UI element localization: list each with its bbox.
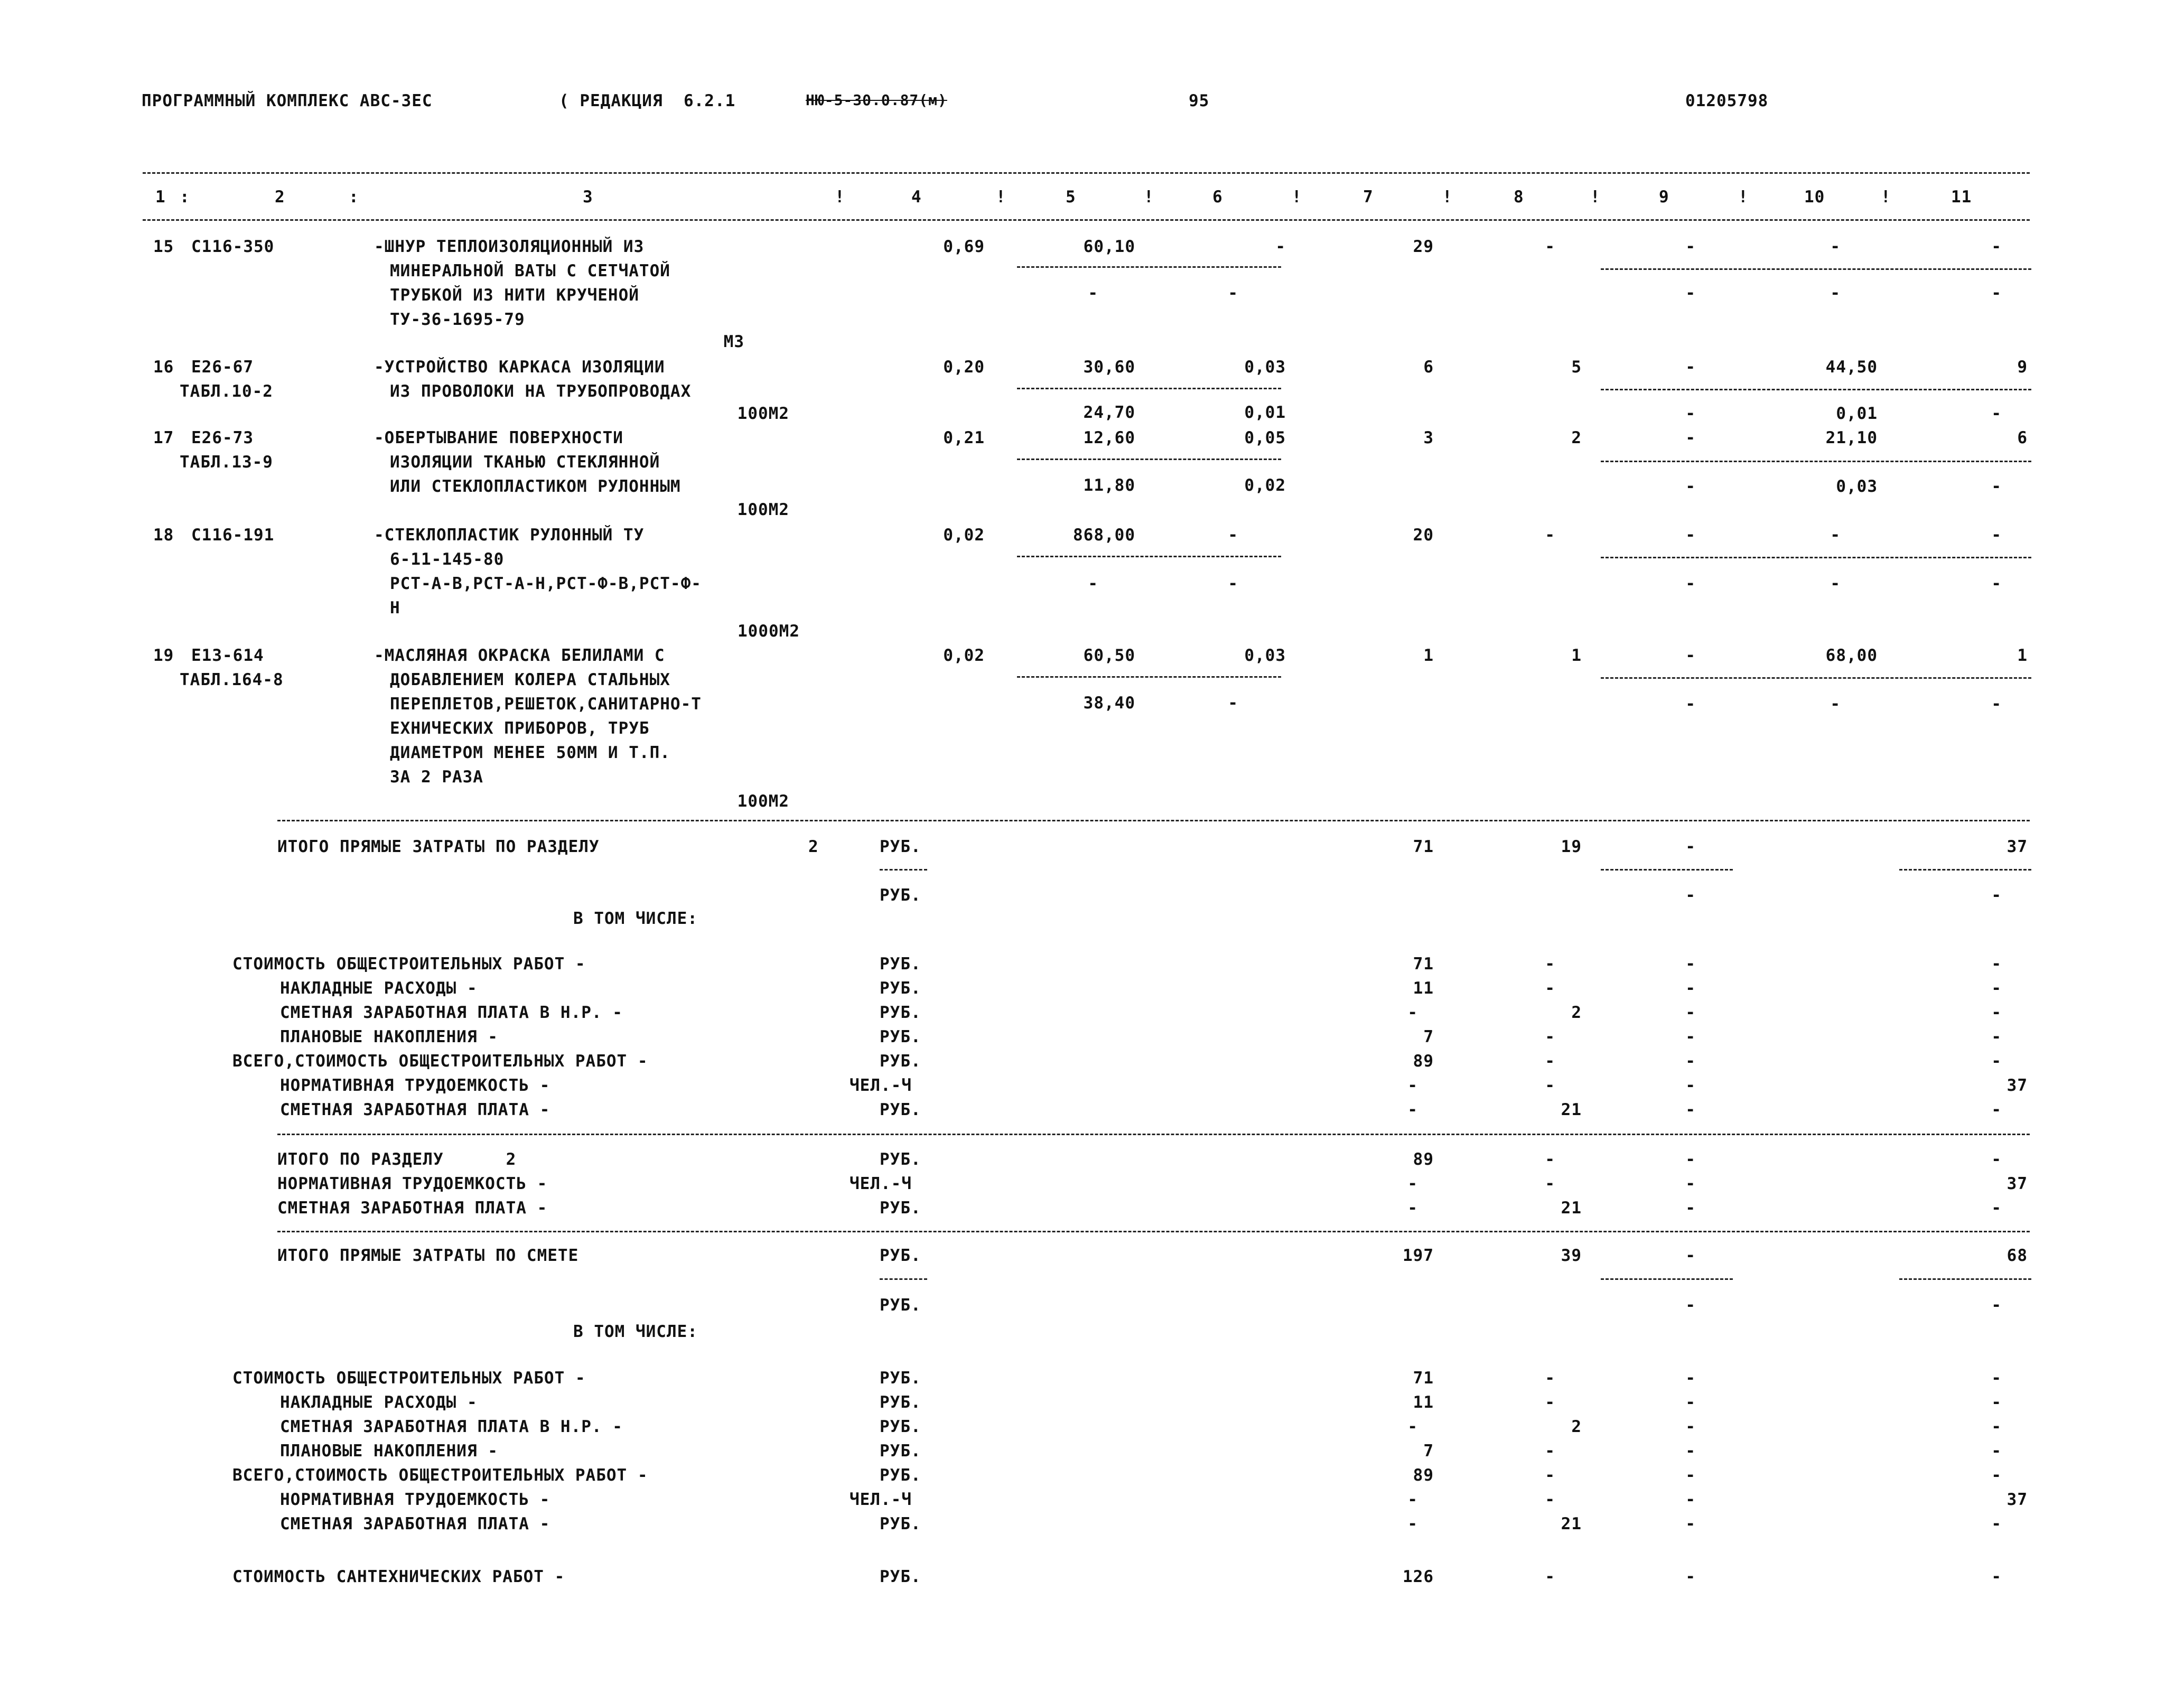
item-name-line: Н xyxy=(390,598,400,618)
column-header: 8 xyxy=(1514,188,1524,207)
item-code-table: ТАБЛ.10-2 xyxy=(180,382,273,401)
breakdown-c8: 2 xyxy=(1571,1417,1582,1436)
summary-c11: - xyxy=(1991,1150,2002,1169)
value-divider xyxy=(1017,388,1281,389)
breakdown-label: НОРМАТИВНАЯ ТРУДОЕМКОСТЬ - xyxy=(280,1490,550,1509)
item-c10a: 21,10 xyxy=(1825,428,1878,447)
revision-note: НЮ-5-30.0.87(м) xyxy=(806,91,947,109)
breakdown-c9: - xyxy=(1685,955,1696,974)
summary-c9: - xyxy=(1685,1174,1696,1193)
item-code: С116-350 xyxy=(191,237,275,256)
total-unit: РУБ. xyxy=(880,886,921,905)
item-c11b: - xyxy=(1991,404,2002,423)
total-c9a: - xyxy=(1685,837,1696,856)
item-quantity: 0,02 xyxy=(943,526,985,545)
breakdown-c11: - xyxy=(1991,1052,2002,1071)
summary-end-rule xyxy=(277,1231,2030,1232)
breakdown-c9: - xyxy=(1685,1393,1696,1412)
item-c8: - xyxy=(1545,526,1555,545)
breakdown-c9: - xyxy=(1685,1100,1696,1119)
summary-unit: РУБ. xyxy=(880,1150,921,1169)
breakdown-c9: - xyxy=(1685,1052,1696,1071)
value-divider xyxy=(1017,266,1281,268)
item-c9b: - xyxy=(1685,574,1696,593)
breakdown-c11: - xyxy=(1991,1514,2002,1533)
table-top-rule xyxy=(143,172,2030,174)
sanitary-unit: РУБ. xyxy=(880,1567,921,1586)
item-c6b: - xyxy=(1228,694,1238,713)
breakdown-c11: 37 xyxy=(2006,1076,2028,1095)
item-c8: 1 xyxy=(1571,646,1582,665)
breakdown-c9: - xyxy=(1685,1442,1696,1461)
item-c6b: 0,02 xyxy=(1244,476,1286,495)
total-c9b: - xyxy=(1685,886,1696,905)
item-c11a: 6 xyxy=(2017,428,2028,447)
breakdown-c7: - xyxy=(1407,1417,1418,1436)
page-number: 95 xyxy=(1189,91,1210,110)
item-c11b: - xyxy=(1991,574,2002,593)
item-c7: 1 xyxy=(1423,646,1434,665)
breakdown-label: СМЕТНАЯ ЗАРАБОТНАЯ ПЛАТА - xyxy=(280,1100,550,1119)
column-header: 4 xyxy=(911,188,922,207)
item-c7: 20 xyxy=(1413,526,1434,545)
item-name-line: ПЕРЕПЛЕТОВ,РЕШЕТОК,САНИТАРНО-Т xyxy=(390,695,702,714)
item-number: 16 xyxy=(153,358,174,377)
column-header: 6 xyxy=(1212,188,1223,207)
item-c6b: - xyxy=(1228,284,1238,303)
item-name-line: ТРУБКОЙ ИЗ НИТИ КРУЧЕНОЙ xyxy=(390,286,639,305)
item-code: С116-191 xyxy=(191,526,275,545)
item-c9a: - xyxy=(1685,358,1696,377)
breakdown-unit: РУБ. xyxy=(880,1003,921,1022)
summary-c8: - xyxy=(1545,1174,1555,1193)
column-separator: ! xyxy=(1590,188,1600,207)
item-c9b: - xyxy=(1685,477,1696,496)
breakdown-c8: - xyxy=(1545,1442,1555,1461)
item-c5a: 30,60 xyxy=(1083,358,1135,377)
unit-divider xyxy=(880,869,927,871)
item-number: 18 xyxy=(153,526,174,545)
item-c10b: - xyxy=(1830,284,1841,303)
column-separator: ! xyxy=(1738,188,1748,207)
item-number: 15 xyxy=(153,237,174,256)
item-name-line: РСТ-А-В,РСТ-А-Н,РСТ-Ф-В,РСТ-Ф- xyxy=(390,574,702,593)
item-c9a: - xyxy=(1685,237,1696,256)
summary-c11: 37 xyxy=(2006,1174,2028,1193)
item-name-line: ЕХНИЧЕСКИХ ПРИБОРОВ, ТРУБ xyxy=(390,719,650,738)
breakdown-c9: - xyxy=(1685,1027,1696,1046)
item-unit: 1000М2 xyxy=(738,622,800,641)
value-divider xyxy=(1601,461,2031,462)
item-name-line: ТУ-36-1695-79 xyxy=(390,310,525,329)
breakdown-label: СМЕТНАЯ ЗАРАБОТНАЯ ПЛАТА - xyxy=(280,1514,550,1533)
estimate-total-c9b: - xyxy=(1685,1296,1696,1315)
item-c9a: - xyxy=(1685,646,1696,665)
item-name-line: ЗА 2 РАЗА xyxy=(390,768,483,787)
breakdown-unit: РУБ. xyxy=(880,1393,921,1412)
breakdown-unit: РУБ. xyxy=(880,979,921,998)
item-c5a: 868,00 xyxy=(1073,526,1135,545)
column-separator: ! xyxy=(996,188,1006,207)
breakdown-c7: - xyxy=(1407,1003,1418,1022)
breakdown-c11: - xyxy=(1991,1100,2002,1119)
breakdown-c9: - xyxy=(1685,1417,1696,1436)
summary-c9: - xyxy=(1685,1150,1696,1169)
breakdown-c9: - xyxy=(1685,1076,1696,1095)
column-separator: ! xyxy=(1881,188,1891,207)
value-divider xyxy=(1601,268,2031,270)
total-label: ИТОГО ПРЯМЫЕ ЗАТРАТЫ ПО РАЗДЕЛУ xyxy=(277,837,600,856)
breakdown-c8: - xyxy=(1545,1052,1555,1071)
item-c9b: - xyxy=(1685,695,1696,714)
breakdown-label: СМЕТНАЯ ЗАРАБОТНАЯ ПЛАТА В Н.Р. - xyxy=(280,1417,623,1436)
estimate-total-label: ИТОГО ПРЯМЫЕ ЗАТРАТЫ ПО СМЕТЕ xyxy=(277,1246,579,1265)
item-c7: 29 xyxy=(1413,237,1434,256)
item-c10a: 44,50 xyxy=(1825,358,1878,377)
item-c9a: - xyxy=(1685,526,1696,545)
item-c6a: 0,03 xyxy=(1244,646,1286,665)
breakdown-c11: - xyxy=(1991,1417,2002,1436)
breakdown-c11: - xyxy=(1991,1003,2002,1022)
column-header: 1 xyxy=(155,188,166,207)
summary-c9: - xyxy=(1685,1199,1696,1218)
summary-label: СМЕТНАЯ ЗАРАБОТНАЯ ПЛАТА - xyxy=(277,1199,548,1218)
breakdown-c11: - xyxy=(1991,1393,2002,1412)
table-header-rule xyxy=(143,219,2030,221)
item-c8: 2 xyxy=(1571,428,1582,447)
item-name-line: -ШНУР ТЕПЛОИЗОЛЯЦИОННЫЙ ИЗ xyxy=(374,237,645,256)
estimate-total-c9a: - xyxy=(1685,1246,1696,1265)
breakdown-c7: 71 xyxy=(1413,955,1434,974)
summary-c7: - xyxy=(1407,1174,1418,1193)
breakdown-unit: РУБ. xyxy=(880,955,921,974)
item-unit: 100М2 xyxy=(737,500,789,519)
column-separator: ! xyxy=(835,188,845,207)
breakdown-c8: - xyxy=(1545,1369,1555,1388)
item-code: Е26-67 xyxy=(191,358,254,377)
breakdown-c8: - xyxy=(1545,955,1555,974)
item-number: 19 xyxy=(153,646,174,665)
breakdown-c7: 89 xyxy=(1413,1052,1434,1071)
including-heading: В ТОМ ЧИСЛЕ: xyxy=(573,1322,698,1341)
item-c7: 3 xyxy=(1423,428,1434,447)
item-c10b: 0,03 xyxy=(1836,477,1878,496)
item-name-line: -УСТРОЙСТВО КАРКАСА ИЗОЛЯЦИИ xyxy=(374,358,665,377)
item-c5b: 38,40 xyxy=(1083,694,1135,713)
unit-divider xyxy=(880,1278,927,1280)
summary-unit: ЧЕЛ.-Ч xyxy=(850,1174,912,1193)
value-divider xyxy=(1601,557,2031,558)
total-unit: РУБ. xyxy=(880,837,921,856)
item-c11a: - xyxy=(1991,526,2002,545)
breakdown-unit: РУБ. xyxy=(880,1417,921,1436)
sanitary-c7: 126 xyxy=(1403,1567,1434,1586)
item-c9b: - xyxy=(1685,284,1696,303)
item-unit: 100М2 xyxy=(737,404,789,423)
breakdown-c7: 11 xyxy=(1413,979,1434,998)
value-divider xyxy=(1601,869,1733,871)
column-header: 3 xyxy=(583,188,593,207)
item-c5b: - xyxy=(1088,284,1098,303)
breakdown-c8: 21 xyxy=(1561,1514,1582,1533)
total-c11a: 37 xyxy=(2006,837,2028,856)
item-c9a: - xyxy=(1685,428,1696,447)
value-divider xyxy=(1601,1278,1733,1280)
total-c8: 19 xyxy=(1561,837,1582,856)
item-c5b: - xyxy=(1088,574,1098,593)
value-divider xyxy=(1899,869,2031,871)
breakdown-c7: 7 xyxy=(1423,1442,1434,1461)
item-name-line: -СТЕКЛОПЛАСТИК РУЛОННЫЙ ТУ xyxy=(374,526,645,545)
column-separator: : xyxy=(180,188,190,207)
estimate-total-unit: РУБ. xyxy=(880,1296,921,1315)
value-divider xyxy=(1017,459,1281,460)
breakdown-label: НАКЛАДНЫЕ РАСХОДЫ - xyxy=(280,1393,478,1412)
item-number: 17 xyxy=(153,428,174,447)
item-quantity: 0,20 xyxy=(943,358,985,377)
breakdown-c8: - xyxy=(1545,1076,1555,1095)
breakdown-end-rule xyxy=(277,1134,2030,1135)
column-separator: ! xyxy=(1144,188,1154,207)
breakdown-unit: ЧЕЛ.-Ч xyxy=(850,1076,912,1095)
column-separator: ! xyxy=(1442,188,1452,207)
item-c11a: 1 xyxy=(2017,646,2028,665)
breakdown-c8: - xyxy=(1545,1393,1555,1412)
breakdown-c11: - xyxy=(1991,955,2002,974)
sanitary-c9: - xyxy=(1685,1567,1696,1586)
item-unit: М3 xyxy=(723,332,744,351)
sanitary-c8: - xyxy=(1545,1567,1555,1586)
item-c11b: - xyxy=(1991,695,2002,714)
column-header: 9 xyxy=(1659,188,1669,207)
item-c6a: - xyxy=(1228,526,1238,545)
breakdown-label: НОРМАТИВНАЯ ТРУДОЕМКОСТЬ - xyxy=(280,1076,550,1095)
breakdown-c7: 11 xyxy=(1413,1393,1434,1412)
breakdown-c7: 71 xyxy=(1413,1369,1434,1388)
program-title: ПРОГРАММНЫЙ КОМПЛЕКС АВС-ЗЕС xyxy=(142,91,433,110)
item-c6a: - xyxy=(1275,237,1286,256)
summary-label: НОРМАТИВНАЯ ТРУДОЕМКОСТЬ - xyxy=(277,1174,548,1193)
item-c6b: - xyxy=(1228,574,1238,593)
item-c11a: 9 xyxy=(2017,358,2028,377)
breakdown-label: ПЛАНОВЫЕ НАКОПЛЕНИЯ - xyxy=(280,1442,498,1461)
column-header: 11 xyxy=(1951,188,1972,207)
value-divider xyxy=(1899,1278,2031,1280)
breakdown-c7: 89 xyxy=(1413,1466,1434,1485)
item-c11a: - xyxy=(1991,237,2002,256)
breakdown-c8: - xyxy=(1545,979,1555,998)
item-c11b: - xyxy=(1991,477,2002,496)
item-c5a: 12,60 xyxy=(1083,428,1135,447)
item-code-table: ТАБЛ.13-9 xyxy=(180,453,273,472)
item-c5b: 24,70 xyxy=(1083,403,1135,422)
value-divider xyxy=(1601,389,2031,390)
item-c8: 5 xyxy=(1571,358,1582,377)
breakdown-c8: 2 xyxy=(1571,1003,1582,1022)
breakdown-c7: - xyxy=(1407,1490,1418,1509)
breakdown-unit: РУБ. xyxy=(880,1514,921,1533)
column-header: 10 xyxy=(1804,188,1825,207)
item-c10a: 68,00 xyxy=(1825,646,1878,665)
item-c10a: - xyxy=(1830,237,1841,256)
column-separator: ! xyxy=(1292,188,1302,207)
summary-c8: - xyxy=(1545,1150,1555,1169)
item-c6b: 0,01 xyxy=(1244,403,1286,422)
summary-c11: - xyxy=(1991,1199,2002,1218)
breakdown-unit: РУБ. xyxy=(880,1369,921,1388)
item-quantity: 0,21 xyxy=(943,428,985,447)
item-c5a: 60,10 xyxy=(1083,237,1135,256)
column-header: 7 xyxy=(1363,188,1374,207)
column-header: 2 xyxy=(275,188,285,207)
breakdown-unit: ЧЕЛ.-Ч xyxy=(850,1490,912,1509)
item-c6a: 0,03 xyxy=(1244,358,1286,377)
item-quantity: 0,02 xyxy=(943,646,985,665)
breakdown-c9: - xyxy=(1685,1490,1696,1509)
breakdown-unit: РУБ. xyxy=(880,1442,921,1461)
item-c9b: - xyxy=(1685,404,1696,423)
breakdown-label: СТОИМОСТЬ ОБЩЕСТРОИТЕЛЬНЫХ РАБОТ - xyxy=(232,955,586,974)
breakdown-unit: РУБ. xyxy=(880,1052,921,1071)
breakdown-c9: - xyxy=(1685,979,1696,998)
item-name-line: МИНЕРАЛЬНОЙ ВАТЫ С СЕТЧАТОЙ xyxy=(390,261,670,280)
breakdown-unit: РУБ. xyxy=(880,1100,921,1119)
item-c10b: - xyxy=(1830,574,1841,593)
total-c11b: - xyxy=(1991,886,2002,905)
value-divider xyxy=(1601,677,2031,679)
value-divider xyxy=(1017,556,1281,557)
summary-c7: - xyxy=(1407,1199,1418,1218)
breakdown-label: НАКЛАДНЫЕ РАСХОДЫ - xyxy=(280,979,478,998)
item-unit: 100М2 xyxy=(737,792,789,811)
summary-unit: РУБ. xyxy=(880,1199,921,1218)
breakdown-c11: - xyxy=(1991,1466,2002,1485)
item-name-line: ИЗОЛЯЦИИ ТКАНЬЮ СТЕКЛЯННОЙ xyxy=(390,453,660,472)
value-divider xyxy=(1017,676,1281,678)
breakdown-c8: - xyxy=(1545,1027,1555,1046)
document-number: 01205798 xyxy=(1685,91,1769,110)
item-name-line: ИЗ ПРОВОЛОКИ НА ТРУБОПРОВОДАХ xyxy=(390,382,692,401)
breakdown-c9: - xyxy=(1685,1466,1696,1485)
breakdown-c11: - xyxy=(1991,1369,2002,1388)
breakdown-label: СТОИМОСТЬ ОБЩЕСТРОИТЕЛЬНЫХ РАБОТ - xyxy=(232,1369,586,1388)
estimate-total-c8: 39 xyxy=(1561,1246,1582,1265)
column-header: 5 xyxy=(1066,188,1076,207)
including-heading: В ТОМ ЧИСЛЕ: xyxy=(573,909,698,928)
item-name-line: ДОБАВЛЕНИЕМ КОЛЕРА СТАЛЬНЫХ xyxy=(390,670,670,689)
breakdown-label: ВСЕГО,СТОИМОСТЬ ОБЩЕСТРОИТЕЛЬНЫХ РАБОТ - xyxy=(232,1052,648,1071)
breakdown-unit: РУБ. xyxy=(880,1027,921,1046)
breakdown-c7: - xyxy=(1407,1514,1418,1533)
item-c10b: - xyxy=(1830,695,1841,714)
estimate-total-unit: РУБ. xyxy=(880,1246,921,1265)
breakdown-c11: - xyxy=(1991,979,2002,998)
breakdown-c8: 21 xyxy=(1561,1100,1582,1119)
items-end-rule xyxy=(277,820,2030,821)
summary-c7: 89 xyxy=(1413,1150,1434,1169)
total-c7: 71 xyxy=(1413,837,1434,856)
breakdown-c9: - xyxy=(1685,1003,1696,1022)
summary-c8: 21 xyxy=(1561,1199,1582,1218)
item-name-line: -МАСЛЯНАЯ ОКРАСКА БЕЛИЛАМИ С xyxy=(374,646,665,665)
breakdown-label: ВСЕГО,СТОИМОСТЬ ОБЩЕСТРОИТЕЛЬНЫХ РАБОТ - xyxy=(232,1466,648,1485)
breakdown-c11: - xyxy=(1991,1442,2002,1461)
estimate-total-c7: 197 xyxy=(1403,1246,1434,1265)
item-c6a: 0,05 xyxy=(1244,428,1286,447)
item-name-line: ДИАМЕТРОМ МЕНЕЕ 50ММ И Т.П. xyxy=(390,743,670,762)
breakdown-c7: 7 xyxy=(1423,1027,1434,1046)
total-section-number: 2 xyxy=(808,837,819,856)
summary-label: ИТОГО ПО РАЗДЕЛУ 2 xyxy=(277,1150,517,1169)
item-c5b: 11,80 xyxy=(1083,476,1135,495)
revision-label: ( РЕДАКЦИЯ 6.2.1 xyxy=(559,91,736,110)
item-name-line: ИЛИ СТЕКЛОПЛАСТИКОМ РУЛОННЫМ xyxy=(390,477,681,496)
breakdown-c7: - xyxy=(1407,1100,1418,1119)
item-c7: 6 xyxy=(1423,358,1434,377)
item-c11b: - xyxy=(1991,284,2002,303)
breakdown-unit: РУБ. xyxy=(880,1466,921,1485)
item-name-line: -ОБЕРТЫВАНИЕ ПОВЕРХНОСТИ xyxy=(374,428,623,447)
item-c10a: - xyxy=(1830,526,1841,545)
estimate-total-c11a: 68 xyxy=(2006,1246,2028,1265)
item-code: Е13-614 xyxy=(191,646,264,665)
estimate-total-c11b: - xyxy=(1991,1296,2002,1315)
breakdown-c11: 37 xyxy=(2006,1490,2028,1509)
breakdown-c11: - xyxy=(1991,1027,2002,1046)
item-quantity: 0,69 xyxy=(943,237,985,256)
breakdown-c9: - xyxy=(1685,1369,1696,1388)
column-separator: : xyxy=(349,188,359,207)
breakdown-label: СМЕТНАЯ ЗАРАБОТНАЯ ПЛАТА В Н.Р. - xyxy=(280,1003,623,1022)
item-c5a: 60,50 xyxy=(1083,646,1135,665)
item-code-table: ТАБЛ.164-8 xyxy=(180,670,284,689)
sanitary-label: СТОИМОСТЬ САНТЕХНИЧЕСКИХ РАБОТ - xyxy=(232,1567,565,1586)
breakdown-label: ПЛАНОВЫЕ НАКОПЛЕНИЯ - xyxy=(280,1027,498,1046)
breakdown-c9: - xyxy=(1685,1514,1696,1533)
breakdown-c7: - xyxy=(1407,1076,1418,1095)
breakdown-c8: - xyxy=(1545,1466,1555,1485)
item-name-line: 6-11-145-80 xyxy=(390,550,505,569)
breakdown-c8: - xyxy=(1545,1490,1555,1509)
item-code: Е26-73 xyxy=(191,428,254,447)
item-c10b: 0,01 xyxy=(1836,404,1878,423)
item-c8: - xyxy=(1545,237,1555,256)
sanitary-c11: - xyxy=(1991,1567,2002,1586)
